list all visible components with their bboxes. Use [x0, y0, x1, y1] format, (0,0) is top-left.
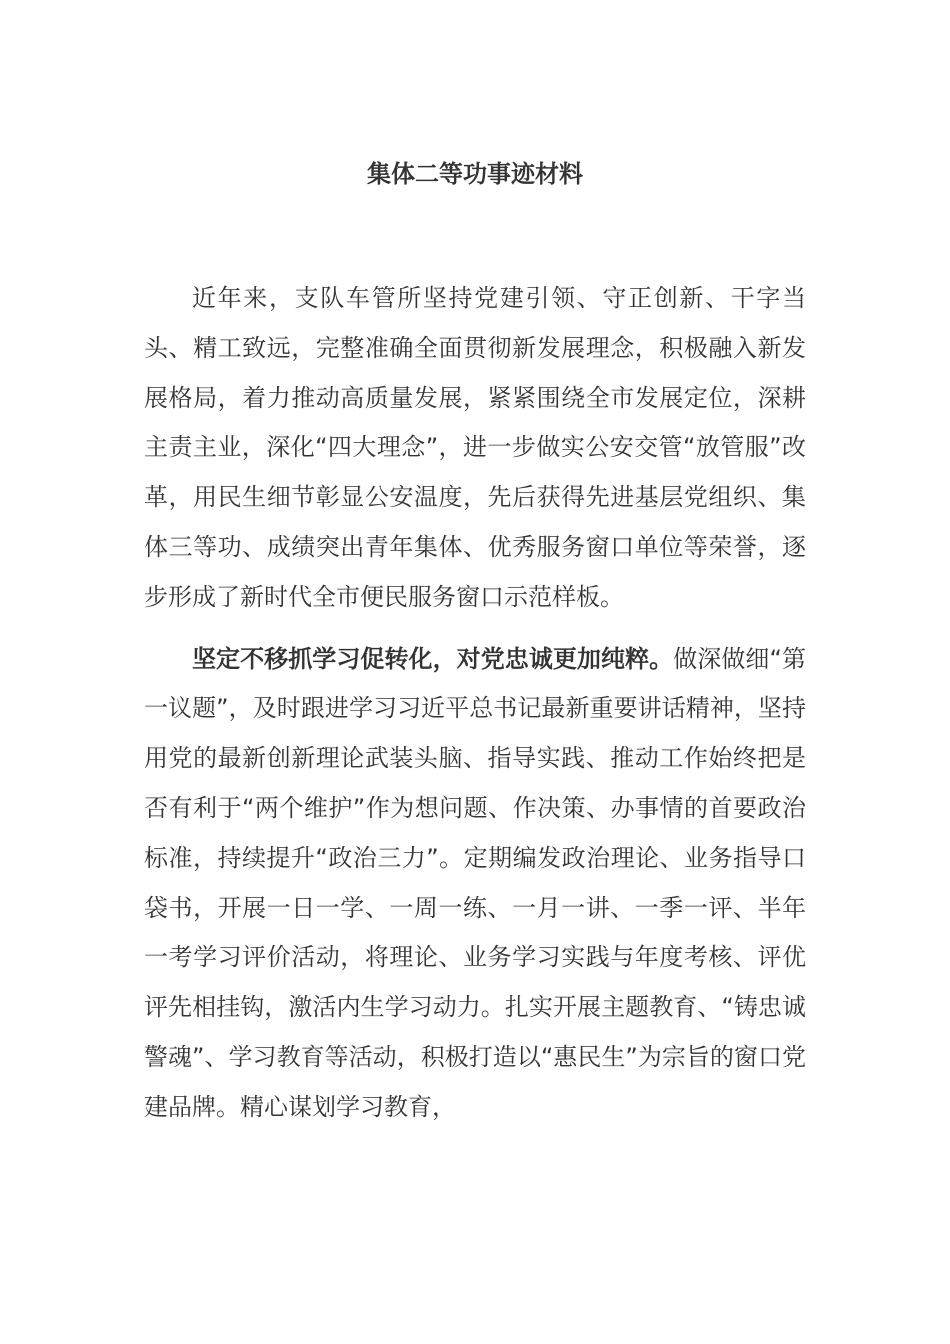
paragraph-intro-text: 近年来，支队车管所坚持党建引领、守正创新、干字当头、精工致远，完整准确全面贯彻新发展理念，积极融入新发展格局，着力推动高质量发展，紧紧围绕全市发展定位，深耕主责主业，深化“四大理念”，进一步做实公安交管“放管服”改革，用民生细节彰显公安温度，先后获得先进基层党组织、集体三等功、成绩突出青年集体、优秀服务窗口单位等荣誉，逐步形成了新时代全市便民服务窗口示范样板。 — [144, 284, 806, 611]
document-body — [144, 274, 806, 1133]
paragraph-intro — [144, 274, 806, 623]
paragraph-study-text: 做深做细“第一议题”，及时跟进学习习近平总书记最新重要讲话精神，坚持用党的最新创新理论武装头脑、指导实践、推动工作始终把是否有利于“两个维护”作为想问题、作决策、办事情的首要政治标准，持续提升“政治三力”。定期编发政治理论、业务指导口袋书，开展一日一学、一周一练、一月一讲、一季一评、半年一考学习评价活动，将理论、业务学习实践与年度考核、评优评先相挂钩，激活内生学习动力。扎实开展主题教育、“铸忠诚警魂”、学习教育等活动，积极打造以“惠民生”为宗旨的窗口党建品牌。精心谋划学习教育， — [144, 644, 806, 1121]
paragraph-study — [144, 635, 806, 1133]
paragraph-study-heading: 坚定不移抓学习促转化，对党忠诚更加纯粹。 — [192, 644, 674, 673]
document-title: 集体二等功事迹材料 — [367, 160, 583, 188]
